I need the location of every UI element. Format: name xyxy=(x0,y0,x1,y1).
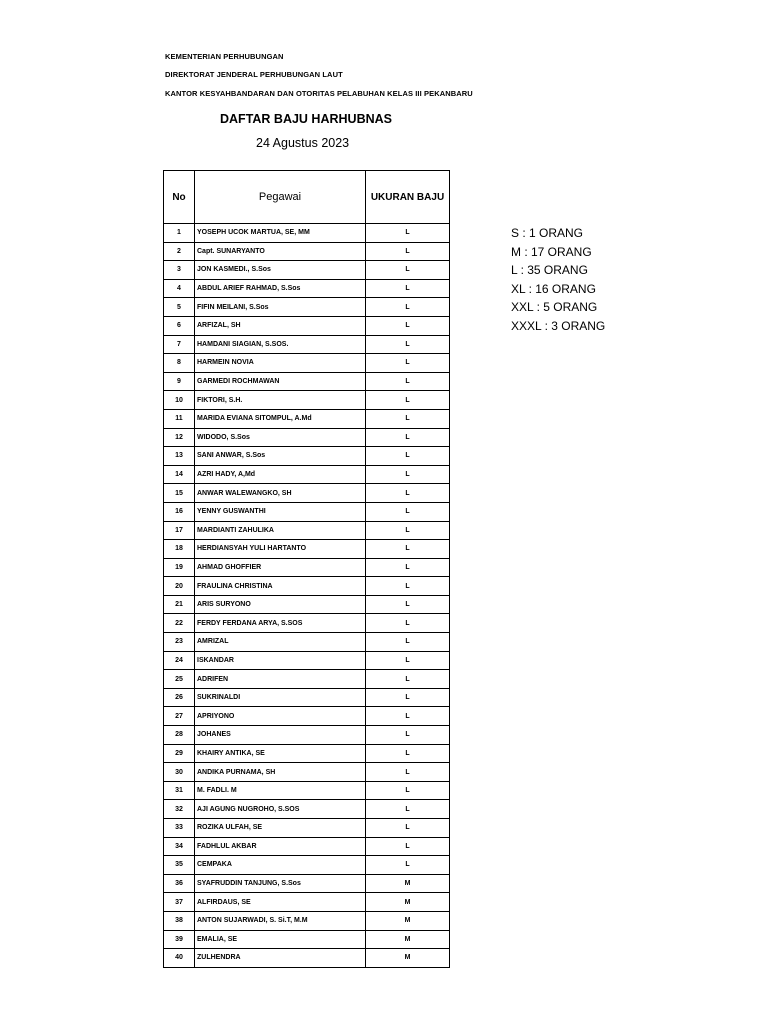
row-number: 17 xyxy=(164,521,195,540)
employee-name: FRAULINA CHRISTINA xyxy=(195,577,366,596)
shirt-size: L xyxy=(366,670,450,689)
row-number: 20 xyxy=(164,577,195,596)
table-row xyxy=(164,670,450,689)
table-row xyxy=(164,800,450,819)
row-number: 1 xyxy=(164,224,195,243)
shirt-size: L xyxy=(366,540,450,559)
shirt-size: L xyxy=(366,577,450,596)
table-row xyxy=(164,819,450,838)
table-row xyxy=(164,874,450,893)
shirt-size: M xyxy=(366,893,450,912)
shirt-size: L xyxy=(366,224,450,243)
row-number: 4 xyxy=(164,279,195,298)
row-number: 32 xyxy=(164,800,195,819)
employee-name: ARIS SURYONO xyxy=(195,595,366,614)
row-number: 13 xyxy=(164,447,195,466)
employee-name: SANI ANWAR, S.Sos xyxy=(195,447,366,466)
row-number: 34 xyxy=(164,837,195,856)
shirt-size: L xyxy=(366,558,450,577)
shirt-size: L xyxy=(366,428,450,447)
shirt-size: M xyxy=(366,949,450,968)
table-row xyxy=(164,316,450,335)
shirt-size: L xyxy=(366,391,450,410)
shirt-size: L xyxy=(366,261,450,280)
shirt-size-table xyxy=(163,170,450,968)
row-number: 25 xyxy=(164,670,195,689)
shirt-size: L xyxy=(366,354,450,373)
employee-name: FERDY FERDANA ARYA, S.SOS xyxy=(195,614,366,633)
employee-name: HERDIANSYAH YULI HARTANTO xyxy=(195,540,366,559)
table-row xyxy=(164,502,450,521)
table-row xyxy=(164,391,450,410)
row-number: 11 xyxy=(164,409,195,428)
shirt-size: L xyxy=(366,298,450,317)
table-row xyxy=(164,707,450,726)
employee-name: YENNY GUSWANTHI xyxy=(195,502,366,521)
table-row xyxy=(164,856,450,875)
row-number: 27 xyxy=(164,707,195,726)
summary-line: XL : 16 ORANG xyxy=(511,281,596,296)
employee-name: ANTON SUJARWADI, S. Si.T, M.M xyxy=(195,911,366,930)
table-row xyxy=(164,409,450,428)
table-row xyxy=(164,279,450,298)
row-number: 38 xyxy=(164,911,195,930)
document-date: 24 Agustus 2023 xyxy=(256,136,350,150)
employee-name: ROZIKA ULFAH, SE xyxy=(195,819,366,838)
table-row xyxy=(164,893,450,912)
employee-name: WIDODO, S.Sos xyxy=(195,428,366,447)
table-row xyxy=(164,651,450,670)
summary-line: XXXL : 3 ORANG xyxy=(511,318,606,333)
table-row xyxy=(164,354,450,373)
row-number: 10 xyxy=(164,391,195,410)
shirt-size: M xyxy=(366,930,450,949)
employee-name: ANWAR WALEWANGKO, SH xyxy=(195,484,366,503)
employee-name: GARMEDI ROCHMAWAN xyxy=(195,372,366,391)
row-number: 30 xyxy=(164,763,195,782)
table-row xyxy=(164,298,450,317)
table-row xyxy=(164,261,450,280)
summary-line: S : 1 ORANG xyxy=(511,226,584,240)
employee-name: FADHLUL AKBAR xyxy=(195,837,366,856)
shirt-size: L xyxy=(366,651,450,670)
row-number: 37 xyxy=(164,893,195,912)
summary-line: XXL : 5 ORANG xyxy=(511,300,598,315)
employee-name: AHMAD GHOFFIER xyxy=(195,558,366,577)
shirt-size: L xyxy=(366,465,450,484)
column-header-no: No xyxy=(164,171,195,224)
table-row xyxy=(164,837,450,856)
size-summary xyxy=(511,224,605,336)
employee-name: HARMEIN NOVIA xyxy=(195,354,366,373)
employee-name: FIKTORI, S.H. xyxy=(195,391,366,410)
row-number: 21 xyxy=(164,595,195,614)
shirt-size: M xyxy=(366,911,450,930)
table-row xyxy=(164,335,450,354)
row-number: 18 xyxy=(164,540,195,559)
row-number: 19 xyxy=(164,558,195,577)
employee-name: AZRI HADY, A,Md xyxy=(195,465,366,484)
shirt-size: L xyxy=(366,447,450,466)
table-row xyxy=(164,372,450,391)
employee-name: EMALIA, SE xyxy=(195,930,366,949)
table-row xyxy=(164,595,450,614)
shirt-size: L xyxy=(366,837,450,856)
table-row xyxy=(164,428,450,447)
row-number: 33 xyxy=(164,819,195,838)
table-row xyxy=(164,224,450,243)
directorate-name: DIREKTORAT JENDERAL PERHUBUNGAN LAUT xyxy=(165,70,343,79)
shirt-size: L xyxy=(366,372,450,391)
row-number: 15 xyxy=(164,484,195,503)
shirt-size: L xyxy=(366,484,450,503)
row-number: 7 xyxy=(164,335,195,354)
table-row xyxy=(164,688,450,707)
row-number: 5 xyxy=(164,298,195,317)
shirt-size: L xyxy=(366,242,450,261)
table-row xyxy=(164,949,450,968)
row-number: 24 xyxy=(164,651,195,670)
ministry-name: KEMENTERIAN PERHUBUNGAN xyxy=(165,52,284,61)
employee-name: AJI AGUNG NUGROHO, S.SOS xyxy=(195,800,366,819)
table-header-row xyxy=(164,171,450,224)
employee-name: ZULHENDRA xyxy=(195,949,366,968)
employee-name: ALFIRDAUS, SE xyxy=(195,893,366,912)
shirt-size: L xyxy=(366,335,450,354)
table-row xyxy=(164,558,450,577)
row-number: 14 xyxy=(164,465,195,484)
table-row xyxy=(164,781,450,800)
shirt-size: L xyxy=(366,763,450,782)
table-row xyxy=(164,447,450,466)
column-header-ukuran-baju: UKURAN BAJU xyxy=(366,171,450,224)
table-row xyxy=(164,744,450,763)
row-number: 2 xyxy=(164,242,195,261)
employee-name: ISKANDAR xyxy=(195,651,366,670)
row-number: 12 xyxy=(164,428,195,447)
shirt-size: L xyxy=(366,614,450,633)
shirt-size: L xyxy=(366,409,450,428)
employee-name: ABDUL ARIEF RAHMAD, S.Sos xyxy=(195,279,366,298)
shirt-size: L xyxy=(366,726,450,745)
shirt-size: L xyxy=(366,688,450,707)
employee-name: ANDIKA PURNAMA, SH xyxy=(195,763,366,782)
employee-name: MARIDA EVIANA SITOMPUL, A.Md xyxy=(195,409,366,428)
table-row xyxy=(164,930,450,949)
table-row xyxy=(164,726,450,745)
employee-name: CEMPAKA xyxy=(195,856,366,875)
employee-name: M. FADLI. M xyxy=(195,781,366,800)
row-number: 3 xyxy=(164,261,195,280)
row-number: 23 xyxy=(164,633,195,652)
shirt-size: L xyxy=(366,279,450,298)
employee-name: APRIYONO xyxy=(195,707,366,726)
shirt-size: L xyxy=(366,781,450,800)
row-number: 39 xyxy=(164,930,195,949)
table-row xyxy=(164,540,450,559)
row-number: 8 xyxy=(164,354,195,373)
employee-name: YOSEPH UCOK MARTUA, SE, MM xyxy=(195,224,366,243)
row-number: 36 xyxy=(164,874,195,893)
table-row xyxy=(164,614,450,633)
office-name: KANTOR KESYAHBANDARAN DAN OTORITAS PELABUHAN KELAS III PEKANBARU xyxy=(165,89,473,98)
table-row xyxy=(164,763,450,782)
shirt-size: L xyxy=(366,502,450,521)
summary-line: L : 35 ORANG xyxy=(511,263,588,278)
row-number: 26 xyxy=(164,688,195,707)
employee-name: KHAIRY ANTIKA, SE xyxy=(195,744,366,763)
table-row xyxy=(164,465,450,484)
summary-line: M : 17 ORANG xyxy=(511,244,592,259)
employee-name: ARFIZAL, SH xyxy=(195,316,366,335)
table-row xyxy=(164,577,450,596)
document-title: DAFTAR BAJU HARHUBNAS xyxy=(220,112,392,126)
table-row xyxy=(164,242,450,261)
row-number: 28 xyxy=(164,726,195,745)
shirt-size: L xyxy=(366,819,450,838)
shirt-size: L xyxy=(366,707,450,726)
shirt-size: L xyxy=(366,856,450,875)
row-number: 29 xyxy=(164,744,195,763)
shirt-size: L xyxy=(366,316,450,335)
table-body xyxy=(164,224,450,968)
employee-name: SUKRINALDI xyxy=(195,688,366,707)
employee-name: AMRIZAL xyxy=(195,633,366,652)
shirt-size: L xyxy=(366,744,450,763)
row-number: 40 xyxy=(164,949,195,968)
employee-name: HAMDANI SIAGIAN, S.SOS. xyxy=(195,335,366,354)
table-row xyxy=(164,484,450,503)
shirt-size: L xyxy=(366,800,450,819)
table-row xyxy=(164,633,450,652)
row-number: 31 xyxy=(164,781,195,800)
employee-name: Capt. SUNARYANTO xyxy=(195,242,366,261)
employee-name: JON KASMEDI., S.Sos xyxy=(195,261,366,280)
row-number: 35 xyxy=(164,856,195,875)
shirt-size: L xyxy=(366,521,450,540)
employee-name: ADRIFEN xyxy=(195,670,366,689)
shirt-size: L xyxy=(366,633,450,652)
table-row xyxy=(164,521,450,540)
table-row xyxy=(164,911,450,930)
column-header-pegawai: Pegawai xyxy=(195,171,366,224)
row-number: 16 xyxy=(164,502,195,521)
employee-name: JOHANES xyxy=(195,726,366,745)
row-number: 22 xyxy=(164,614,195,633)
row-number: 6 xyxy=(164,316,195,335)
employee-name: MARDIANTI ZAHULIKA xyxy=(195,521,366,540)
shirt-size: M xyxy=(366,874,450,893)
row-number: 9 xyxy=(164,372,195,391)
employee-name: FIFIN MEILANI, S.Sos xyxy=(195,298,366,317)
employee-name: SYAFRUDDIN TANJUNG, S.Sos xyxy=(195,874,366,893)
shirt-size: L xyxy=(366,595,450,614)
